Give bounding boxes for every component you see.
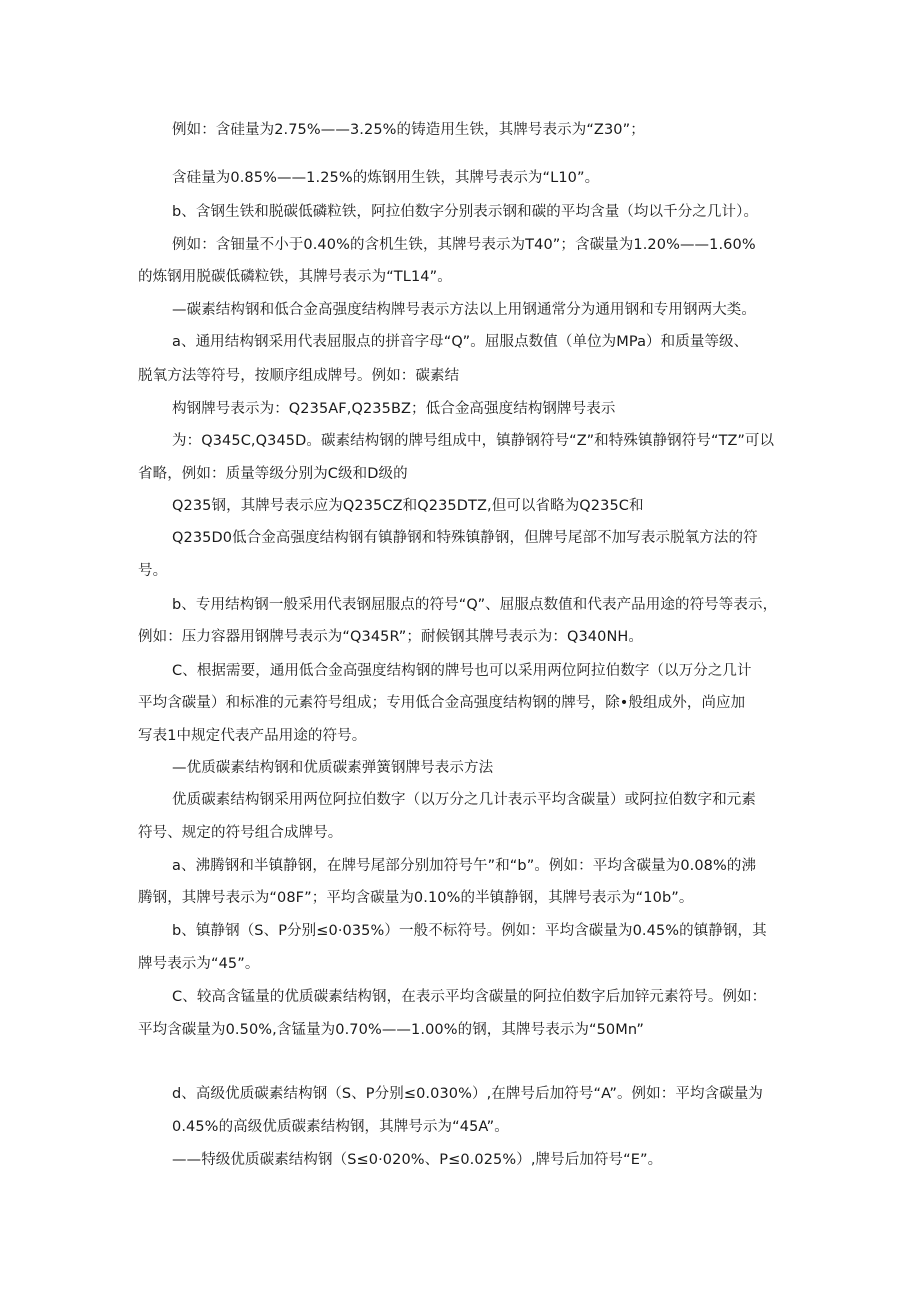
text-line: 省略，例如：质量等级分别为C级和D级的 xyxy=(138,466,408,482)
text-line: 号。 xyxy=(138,563,168,579)
text-line: —碳素结构钢和低合金高强度结构牌号表示方法以上用钢通常分为通用钢和专用钢两大类。 xyxy=(172,302,756,318)
text-line: 脱氧方法等符号，按顺序组成牌号。例如：碳素结 xyxy=(138,368,460,384)
text-line: d、高级优质碳素结构钢（S、P分别≤0.030%）,在牌号后加符号“A”。例如：平均含碳量为 xyxy=(172,1086,763,1102)
text-line: 含硅量为0.85%——1.25%的炼钢用生铁，其牌号表示为“L10”。 xyxy=(172,170,600,186)
text-line: 符号、规定的符号组合成牌号。 xyxy=(138,825,343,841)
text-line: 腾钢，其牌号表示为“08F”；平均含碳量为0.10%的半镇静钢，其牌号表示为“10b”。 xyxy=(138,890,694,906)
text-line: 平均含碳量）和标准的元素符号组成；专用低合金高强度结构钢的牌号，除•般组成外，尚应加 xyxy=(138,695,746,711)
text-line: 构钢牌号表示为：Q235AF,Q235BZ；低合金高强度结构钢牌号表示 xyxy=(172,401,616,417)
text-line: 为：Q345C,Q345D。碳素结构钢的牌号组成中，镇静钢符号“Z”和特殊镇静钢符号“TZ”可以 xyxy=(172,433,775,449)
text-line: C、根据需要，通用低合金高强度结构钢的牌号也可以采用两位阿拉伯数字（以万分之几计 xyxy=(172,663,752,679)
text-line: b、含钢生铁和脱碳低磷粒铁，阿拉伯数字分别表示钢和碳的平均含量（均以千分之几计）。 xyxy=(172,204,759,220)
text-line: a、通用结构钢采用代表屈服点的拼音字母“Q”。屈服点数值（单位为MPa）和质量等级、 xyxy=(172,334,749,350)
text-line: Q235D0低合金高强度结构钢有镇静钢和特殊镇静钢，但牌号尾部不加写表示脱氧方法的符 xyxy=(172,530,758,546)
text-line: 例如：含硅量为2.75%——3.25%的铸造用生铁，其牌号表示为“Z30”； xyxy=(172,122,645,138)
text-line: 牌号表示为“45”。 xyxy=(138,956,260,972)
text-line: 的炼钢用脱碳低磷粒铁，其牌号表示为“TL14”。 xyxy=(138,269,452,285)
text-line: —优质碳素结构钢和优质碳素弹簧钢牌号表示方法 xyxy=(172,760,494,776)
text-line: 平均含碳量为0.50%,含锰量为0.70%——1.00%的钢，其牌号表示为“50Mn” xyxy=(138,1022,644,1038)
text-line: C、较高含锰量的优质碳素结构钢，在表示平均含碳量的阿拉伯数字后加锌元素符号。例如： xyxy=(172,989,767,1005)
text-line: 0.45%的高级优质碳素结构钢，其牌号示为“45A”。 xyxy=(172,1119,509,1135)
text-line: ——特级优质碳素结构钢（S≤0·020%、P≤0.025%）,牌号后加符号“E”。 xyxy=(172,1152,663,1168)
text-line: b、镇静钢（S、P分别≤0·035%）一般不标符号。例如：平均含碳量为0.45%的镇静钢，其 xyxy=(172,923,767,939)
text-line: 例如：压力容器用钢牌号表示为“Q345R”；耐候钢其牌号表示为：Q340NH。 xyxy=(138,629,643,645)
text-line: 写表1中规定代表产品用途的符号。 xyxy=(138,728,367,744)
text-line: Q235钢，其牌号表示应为Q235CZ和Q235DTZ,但可以省略为Q235C和 xyxy=(172,498,644,514)
text-line: 优质碳素结构钢采用两位阿拉伯数字（以万分之几计表示平均含碳量）或阿拉伯数字和元素 xyxy=(172,792,756,808)
text-line: b、专用结构钢一般采用代表钢屈服点的符号“Q”、屈服点数值和代表产品用途的符号等表示， xyxy=(172,597,778,613)
text-line: a、沸腾钢和半镇静钢，在牌号尾部分别加符号午”和“b”。例如：平均含碳量为0.08%的沸 xyxy=(172,858,757,874)
text-line: 例如：含钿量不小于0.40%的含机生铁，其牌号表示为T40”；含碳量为1.20%——1.60% xyxy=(172,237,756,253)
